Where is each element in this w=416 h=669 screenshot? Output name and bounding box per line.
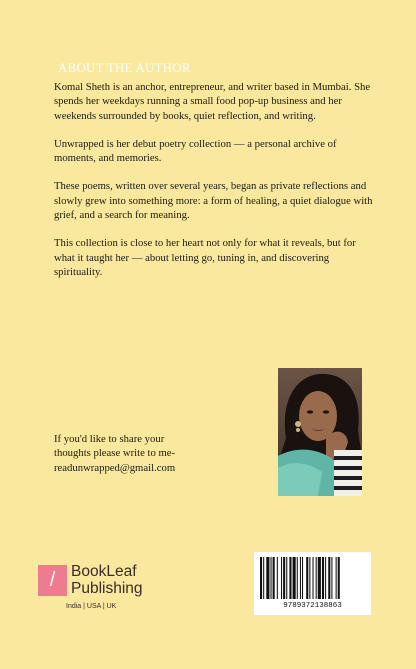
bio-paragraph-1: Komal Sheth is an anchor, entrepreneur, and writer based in Mumbai. She spends her weekdays running a small food pop-up business and her weekends surrounded by books, quiet reflection, and writing. (54, 81, 371, 122)
publisher-name-line-2: Publishing (71, 580, 143, 597)
isbn-barcode (254, 552, 371, 615)
publisher-regions: India | USA | UK (66, 603, 117, 610)
publisher-name-line-1: BookLeaf (71, 563, 137, 580)
publisher-mark-icon: / (38, 565, 67, 596)
about-author-heading: ABOUT THE AUTHOR (58, 60, 191, 75)
publisher-name (71, 563, 143, 597)
contact-line-1: If you'd like to share your (54, 433, 165, 445)
contact-line-2: thoughts please write to me- (54, 447, 176, 460)
contact-note (54, 432, 204, 475)
contact-email[interactable]: readunwrapped@gmail.com (54, 461, 176, 474)
isbn-number: 9789372138863 (283, 602, 342, 610)
bio-paragraph-3: These poems, written over several years, began as private reflections and slowly grew into something more: a form of healing, a quiet dialogue with grief, and a search for meaning. (54, 180, 373, 222)
author-bio (54, 80, 374, 293)
barcode-icon (260, 557, 365, 599)
bio-paragraph-2: Unwrapped is her debut poetry collection — a personal archive of moments, and memories. (54, 137, 337, 165)
bio-paragraph-4: This collection is close to her heart not only for what it reveals, but for what it taught her — about letting go, tuning in, and discovering spirituality. (54, 237, 356, 278)
author-photo (278, 368, 362, 496)
